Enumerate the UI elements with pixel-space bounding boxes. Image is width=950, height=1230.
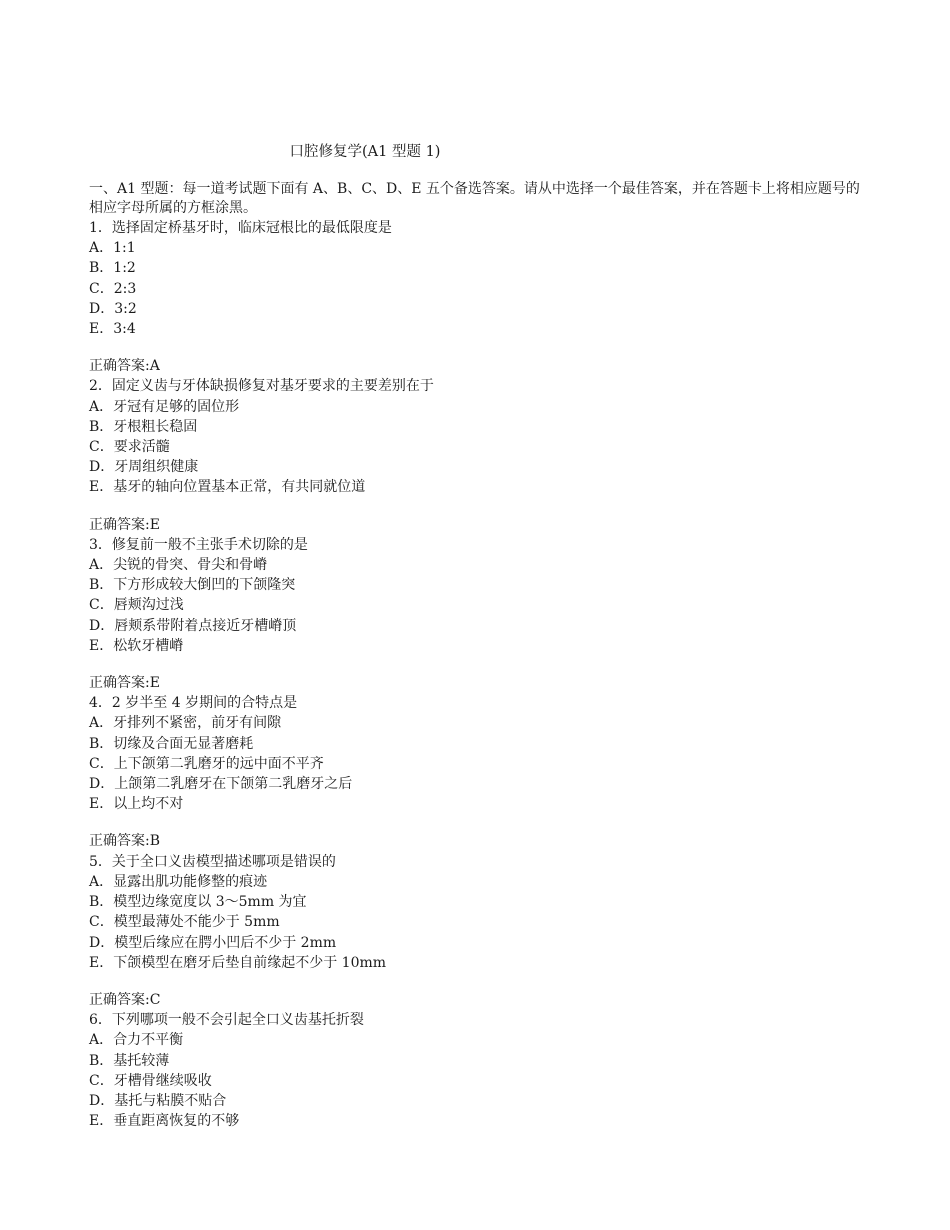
option-a: A．合力不平衡 [89,1032,184,1049]
option-d: D．上颌第二乳磨牙在下颌第二乳磨牙之后 [89,776,353,793]
question-5 [89,852,869,1010]
question-stem: 4．2 岁半至 4 岁期间的合特点是 [89,695,298,712]
document-content [89,180,869,1131]
option-d: D．基托与粘膜不贴合 [89,1092,227,1109]
option-a: A．尖锐的骨突、骨尖和骨嵴 [89,557,268,574]
option-d: D．牙周组织健康 [89,459,199,476]
correct-answer: 正确答案:C [89,991,161,1008]
correct-answer: 正确答案:E [89,675,160,692]
question-1 [89,218,869,376]
option-b: B．模型边缘宽度以 3～5mm 为宜 [89,894,307,911]
option-e: E．3:4 [89,321,136,338]
option-e: E．松软牙槽嵴 [89,637,184,654]
option-c: C．牙槽骨继续吸收 [89,1072,212,1089]
option-b: B．1:2 [89,260,136,277]
question-stem: 3．修复前一般不主张手术切除的是 [89,536,308,553]
correct-answer: 正确答案:A [89,358,160,375]
question-stem: 5．关于全口义齿模型描述哪项是错误的 [89,853,336,870]
correct-answer: 正确答案:B [89,833,161,850]
correct-answer: 正确答案:E [89,516,160,533]
option-a: A．显露出肌功能修整的痕迹 [89,873,268,890]
question-6 [89,1010,869,1131]
option-c: C．上下颌第二乳磨牙的远中面不平齐 [89,755,324,772]
option-d: D．3:2 [89,300,137,317]
option-d: D．模型后缘应在腭小凹后不少于 2mm [89,934,337,951]
question-stem: 2．固定义齿与牙体缺损修复对基牙要求的主要差别在于 [89,378,434,395]
option-a: A．牙排列不紧密，前牙有间隙 [89,715,282,732]
option-e: E．以上均不对 [89,796,184,813]
question-stem: 1．选择固定桥基牙时，临床冠根比的最低限度是 [89,220,392,236]
option-a: A．牙冠有足够的固位形 [89,398,240,415]
option-b: B．切缘及合面无显著磨耗 [89,735,254,752]
option-c: C．模型最薄处不能少于 5mm [89,914,280,931]
option-c: C．唇颊沟过浅 [89,597,184,614]
document-title: 口腔修复学(A1 型题 1) [289,144,441,160]
question-3 [89,535,869,693]
instructions-paragraph: 一、A1 型题：每一道考试题下面有 A、B、C、D、E 五个备选答案。请从中选择一个最佳答案，并在答题卡上将相应题号的相应字母所属的方框涂黑。 [89,181,860,216]
option-b: B．下方形成较大倒凹的下颌隆突 [89,577,296,594]
option-a: A．1:1 [89,240,136,257]
question-4 [89,693,869,851]
option-c: C．2:3 [89,280,137,297]
option-e: E．基牙的轴向位置基本正常，有共同就位道 [89,479,366,496]
option-e: E．下颌模型在磨牙后垫自前缘起不少于 10mm [89,954,387,971]
option-e: E．垂直距离恢复的不够 [89,1113,240,1130]
question-stem: 6．下列哪项一般不会引起全口义齿基托折裂 [89,1012,364,1029]
option-c: C．要求活髓 [89,439,170,456]
option-b: B．基托较薄 [89,1052,170,1069]
question-2 [89,376,869,534]
option-b: B．牙根粗长稳固 [89,418,198,435]
option-d: D．唇颊系带附着点接近牙槽嵴顶 [89,617,297,634]
